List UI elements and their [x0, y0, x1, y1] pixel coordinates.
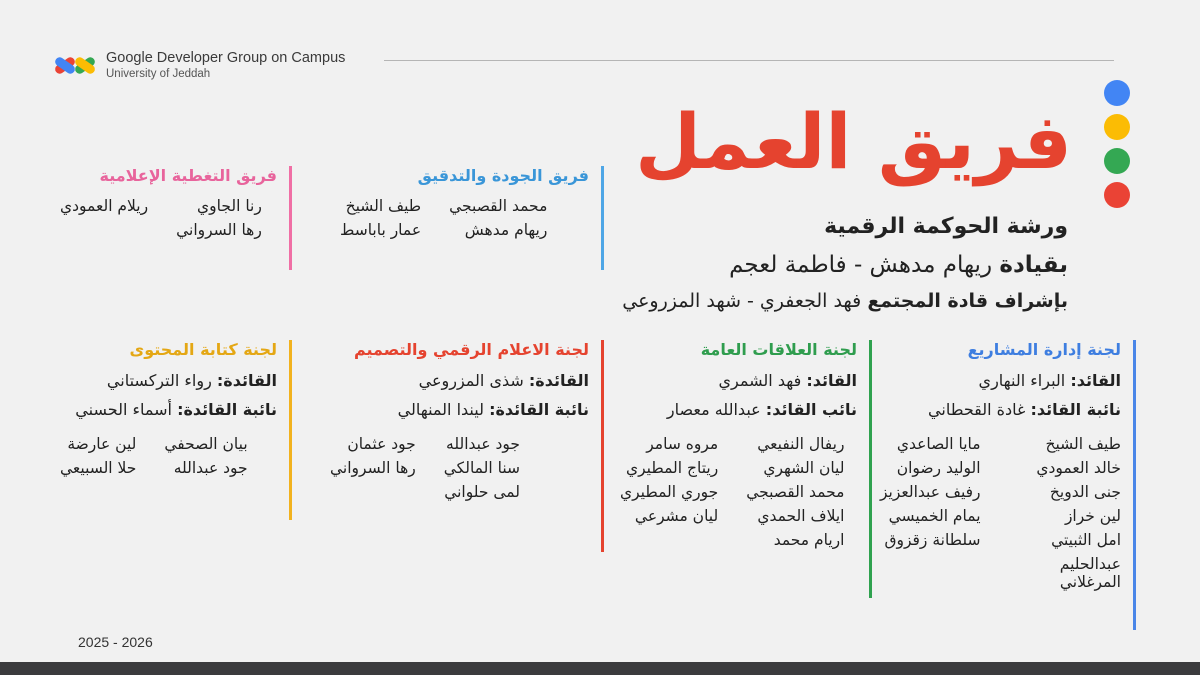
deputy-label: نائبة القائدة:	[177, 400, 277, 419]
member-name: ليان الشهري	[763, 459, 845, 477]
committee-title: لجنة كتابة المحتوى	[129, 340, 277, 359]
committee-content	[60, 340, 292, 520]
member-list	[880, 435, 1121, 591]
member-name: طيف الشيخ	[1045, 435, 1121, 453]
committee-title: لجنة إدارة المشاريع	[967, 340, 1121, 359]
green-dot-icon	[1104, 148, 1130, 174]
member-name: مروه سامر	[646, 435, 719, 453]
blue-dot-icon	[1104, 80, 1130, 106]
member-name: جود عثمان	[347, 435, 416, 453]
header-divider	[384, 60, 1114, 61]
member-name: مايا الصاعدي	[896, 435, 981, 453]
gdg-logo-icon	[52, 48, 98, 82]
org-name: Google Developer Group on Campus	[106, 50, 346, 66]
member-name: رها السرواني	[176, 221, 262, 239]
deputy-label: نائبة القائد:	[1030, 400, 1121, 419]
member-list	[340, 197, 589, 239]
supervision-line	[622, 290, 1068, 312]
member-name: ريتاج المطيري	[626, 459, 719, 477]
bottom-bar	[0, 662, 1200, 675]
member-name: ليان مشرعي	[634, 507, 719, 525]
deputy-name: غادة القحطاني	[928, 400, 1026, 419]
member-name: محمد القصبجي	[746, 483, 845, 501]
team-media	[60, 166, 292, 270]
leadership-label: بقيادة	[999, 252, 1068, 278]
deputy-line	[60, 400, 277, 419]
member-name: خالد العمودي	[1036, 459, 1121, 477]
member-name: امل الثبيتي	[1051, 531, 1121, 549]
leadership-names: ريهام مدهش - فاطمة لعجم	[729, 252, 993, 278]
member-name: يمام الخميسي	[888, 507, 981, 525]
deputy-line	[620, 400, 857, 419]
deputy-line	[330, 400, 589, 419]
committee-pm	[880, 340, 1136, 630]
leader-name: فهد الشمري	[718, 371, 802, 390]
member-name: ريلام العمودي	[60, 197, 149, 215]
leader-name: البراء النهاري	[978, 371, 1066, 390]
member-name: سنا المالكي	[443, 459, 520, 477]
member-list	[330, 435, 589, 501]
leader-label: القائدة:	[216, 371, 277, 390]
leader-line	[60, 371, 277, 390]
leader-name: رواء التركستاني	[106, 371, 212, 390]
member-name: الوليد رضوان	[896, 459, 981, 477]
leadership-line	[729, 252, 1068, 278]
red-dot-icon	[1104, 182, 1130, 208]
workshop-name: ورشة الحوكمة الرقمية	[824, 214, 1068, 239]
member-name: لين خراز	[1064, 507, 1121, 525]
member-name: جود عبدالله	[173, 459, 248, 477]
team-title: فريق التغطية الإعلامية	[99, 166, 277, 185]
member-list	[60, 197, 277, 239]
leader-label: القائد:	[1070, 371, 1121, 390]
committee-design	[330, 340, 604, 552]
member-name: حلا السبيعي	[60, 459, 137, 477]
leader-name: شذى المزروعي	[418, 371, 524, 390]
member-name: رنا الجاوي	[197, 197, 262, 215]
member-name: بيان الصحفي	[164, 435, 248, 453]
supervision-names: فهد الجعفري - شهد المزروعي	[622, 290, 862, 312]
deputy-name: أسماء الحسني	[75, 400, 172, 419]
deputy-label: نائبة القائدة:	[489, 400, 589, 419]
committee-title: لجنة الاعلام الرقمي والتصميم	[353, 340, 589, 359]
member-name: ريفال النفيعي	[757, 435, 845, 453]
member-name: جود عبدالله	[446, 435, 520, 453]
yellow-dot-icon	[1104, 114, 1130, 140]
member-name: ايلاف الحمدي	[757, 507, 845, 525]
leader-label: القائد:	[806, 371, 857, 390]
member-name: اريام محمد	[773, 531, 845, 549]
academic-year: 2025 - 2026	[78, 634, 153, 650]
member-name: رفيف عبدالعزيز	[880, 483, 981, 501]
member-name: لمى حلواني	[444, 483, 520, 501]
member-name: جنى الدويخ	[1049, 483, 1121, 501]
member-name: عمار باباسط	[340, 221, 422, 239]
team-qa	[340, 166, 604, 270]
team-title: فريق الجودة والتدقيق	[417, 166, 589, 185]
member-name: جوري المطيري	[620, 483, 719, 501]
member-name: طيف الشيخ	[345, 197, 422, 215]
deputy-name: ليندا المنهالي	[397, 400, 484, 419]
member-name: محمد القصبجي	[449, 197, 548, 215]
member-name: رها السرواني	[330, 459, 416, 477]
committee-title: لجنة العلاقات العامة	[700, 340, 857, 359]
member-list	[60, 435, 277, 477]
member-name: عبدالحليم المرغلاني	[1059, 555, 1121, 591]
committee-pr	[620, 340, 872, 598]
org-subtitle: University of Jeddah	[106, 68, 211, 80]
deputy-line	[880, 400, 1121, 419]
supervision-label: بإشراف قادة المجتمع	[867, 290, 1068, 312]
deputy-label: نائب القائد:	[765, 400, 857, 419]
member-list	[620, 435, 857, 549]
deputy-name: عبدالله معصار	[666, 400, 761, 419]
leader-label: القائدة:	[528, 371, 589, 390]
leader-line	[880, 371, 1121, 390]
member-name: لين عارضة	[67, 435, 137, 453]
page-title: فريق العمل	[635, 97, 1072, 186]
leader-line	[330, 371, 589, 390]
member-name: ريهام مدهش	[464, 221, 548, 239]
leader-line	[620, 371, 857, 390]
member-name: سلطانة زقزوق	[884, 531, 981, 549]
